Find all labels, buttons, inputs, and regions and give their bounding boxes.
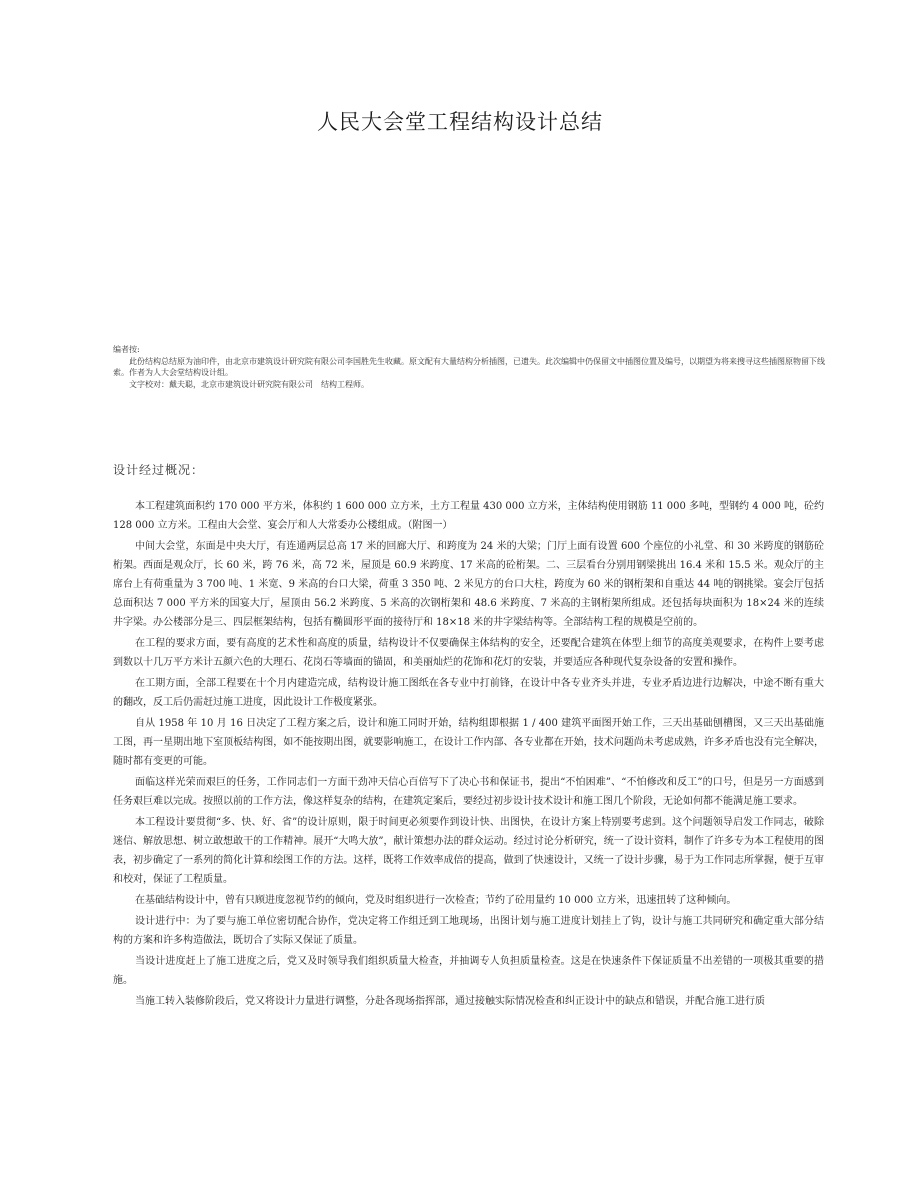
body-paragraph: 在基础结构设计中，曾有只顾进度忽视节约的倾向，党及时组织进行一次检查；节约了砼用量约 10 000 立方米，迅速扭转了这种倾向。 bbox=[135, 895, 737, 906]
editor-note-label: 编者按: bbox=[113, 345, 140, 354]
body-paragraph: 当施工转入装修阶段后，党又将设计力量进行调整，分赴各现场指挥部，通过接触实际情况检查和纠正设计中的缺点和错误，并配合施工进行质 bbox=[135, 996, 765, 1007]
editor-note-paragraph: 此份结构总结原为油印件，由北京市建筑设计研究院有限公司李国胜先生收藏。原文配有大量结构分析插图，已遗失。此次编辑中仍保留文中插图位置及编号，以期望为将来搜寻这些插图原物留下线索。作者为人大会堂结构设计组。 bbox=[113, 356, 825, 377]
document-title: 人民大会堂工程结构设计总结 bbox=[317, 110, 603, 134]
body-paragraph: 当设计进度赶上了施工进度之后，党又及时领导我们组织质量大检查，并抽调专人负担质量检查。这是在快速条件下保证质量不出差错的一项极其重要的措施。 bbox=[113, 956, 824, 986]
body-paragraph: 本工程设计要贯彻“多、快、好、省”的设计原则，限于时间更必须要作到设计快、出图快，在设计方案上特别要考虑到。这个问题领导启发工作同志，破除迷信、解放思想、树立敢想敢干的工作精神。展开“大鸣大放”，献计策想办法的群众运动。经过讨论分析研究，统一了设计资料，制作了许多专为本工程使用的图表，初步确定了一系列的简化计算和绘图工作的方法。这样，既将工作效率成倍的提高，做到了快速设计，又统一了设计步骤，易于为工作同志所掌握，便于互审和校对，保证了工程质量。 bbox=[113, 817, 824, 885]
body-paragraph: 面临这样光荣而艰巨的任务，工作同志们一方面干劲冲天信心百倍写下了决心书和保证书，提出“不怕困难”、“不怕修改和反工”的口号，但是另一方面感到任务艰巨难以完成。按照以前的工作方法，像这样复杂的结构，在建筑定案后，要经过初步设计技术设计和施工图几个阶段，无论如何都不能满足施工要求。 bbox=[113, 777, 824, 807]
section-heading: 设计经过概况： bbox=[113, 463, 205, 477]
body-paragraph: 本工程建筑面积约 170 000 平方米，体积约 1 600 000 立方米，土方工程量 430 000 立方米，主体结构使用钢筋 11 000 多吨，型钢约 4 000 吨，砼约 128 000 立方米。工程由大会堂、宴会厅和人大常委办公楼组成。（附图一） bbox=[113, 501, 825, 531]
body-paragraph: 在工期方面，全部工程要在十个月内建造完成，结构设计施工图纸在各专业中打前锋，在设计中各专业齐头并进，专业矛盾边进行边解决，中途不断有重大的翻改，反工后仍需赶过施工进度，因此设计工作极度紧张。 bbox=[113, 678, 824, 708]
body-paragraph: 自从 1958 年 10 月 16 日决定了工程方案之后，设计和施工同时开始，结构组即根据 1 / 400 建筑平面图开始工作，三天出基础刨槽图，又三天出基础施工图，再一星期出地下室顶板结构图，如不能按期出图，就要影响施工，在设计工作内部、各专业都在开始，技术问题尚未考虑成熟，许多矛盾也没有完全解决，随时都有变更的可能。 bbox=[113, 718, 824, 767]
editor-note bbox=[113, 344, 833, 390]
editor-note-proofreader: 文字校对：戴夫聪，北京市建筑设计研究院有限公司 结构工程师。 bbox=[129, 379, 369, 389]
body-paragraph: 在工程的要求方面，要有高度的艺术性和高度的质量，结构设计不仅要确保主体结构的安全，还要配合建筑在体型上细节的高度美观要求，在构件上要考虑到数以十几万平方米计五颜六色的大理石、花岗石等墙面的锚固，和美丽灿烂的花饰和花灯的安装，并要适应各种现代复杂设备的安置和操作。 bbox=[113, 638, 824, 668]
body-paragraph: 设计进行中：为了要与施工单位密切配合协作，党决定将工作组迁到工地现场，出图计划与施工进度计划挂上了钩，设计与施工共同研究和确定重大部分结构的方案和许多构造做法，既切合了实际又保证了质量。 bbox=[113, 916, 824, 946]
body-text bbox=[113, 497, 824, 1013]
body-paragraph: 中间大会堂，东面是中央大厅，有连通两层总高 17 米的回廊大厅、和跨度为 24 米的大梁；门厅上面有设置 600 个座位的小礼堂、和 30 米跨度的钢筋砼桁架。西面是观众厅，长 60 米，跨 76 米，高 72 米，屋顶是 60.9 米跨度、17 米高的砼桁架。二、三层看台分别用钢梁挑出 16.4 米和 15.5 米。观众厅的主席台上有荷重量为 3 700 吨、1 米宽、9 米高的台口大梁，荷重 3 350 吨、2 米见方的台口大柱，跨度为 60 米的钢桁架和自重达 44 吨的钢挑梁。宴会厅包括总面积达 7 000 平方米的国宴大厅，屋顶由 56.2 米跨度、5 米高的次钢桁架和 48.6 米跨度、7 米高的主钢桁架所组成。还包括每块面积为 18×24 米的连续井字梁。办公楼部分是三、四层框架结构，包括有椭圆形平面的接待厅和 18×18 米的井字梁结构等。全部结构工程的规模是空前的。 bbox=[113, 541, 824, 628]
